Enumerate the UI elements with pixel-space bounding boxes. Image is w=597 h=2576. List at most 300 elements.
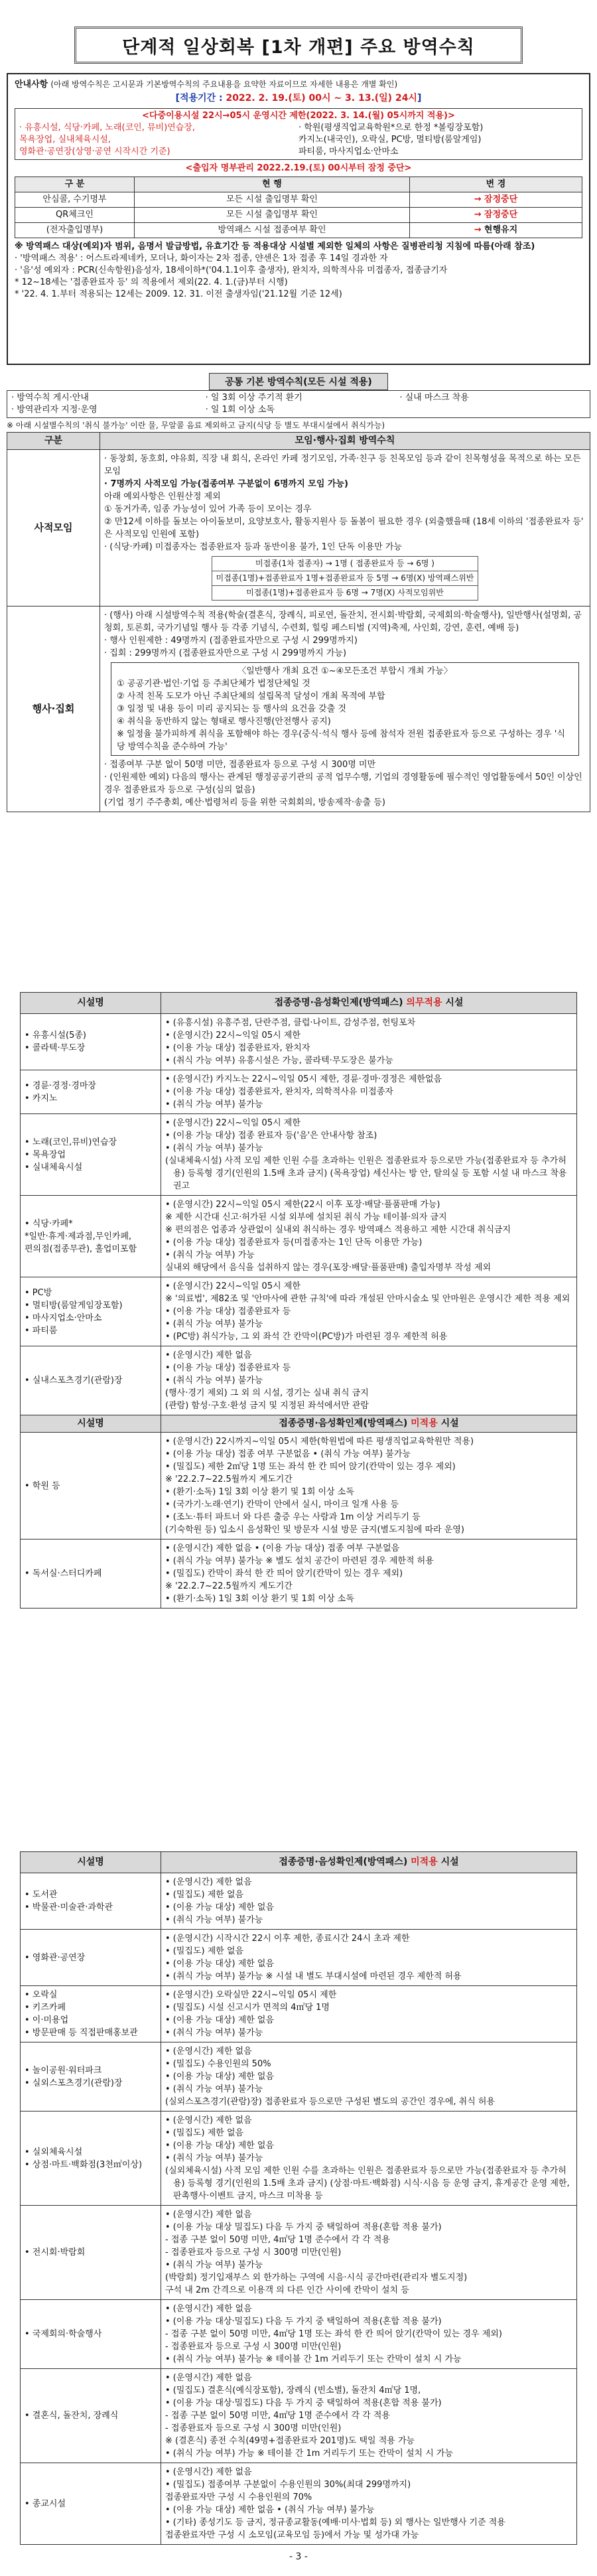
facility-cell [21, 1930, 161, 1986]
notice-bullets [15, 241, 582, 301]
list-item: • (운영시간) 제한 없음 [165, 1350, 252, 1360]
list-item: 접종완료자만 구성 시 수용인원의 70% [165, 2492, 312, 2502]
rules-cell [161, 2369, 577, 2463]
facility-name: • 박물관·미술관·과학관 [25, 1902, 113, 1912]
hours-left-line: 영화관·공연장(상영·공연 시작시간 기준) [19, 147, 170, 157]
common-section [7, 373, 590, 812]
rule-line: 아래 예외사항은 인원산정 제외 [104, 492, 221, 502]
table-row [7, 450, 590, 607]
list-item: - 접종완료자 등으로 구성 시 300명 미만(인원) [165, 2423, 342, 2433]
facility-name: • 마사지업소·안마소 [25, 1313, 102, 1323]
list-item: • (이용 가능 대상) 제한 없음 [165, 1902, 275, 1912]
table-row [21, 1277, 577, 1346]
facility-name: • 경륜·경정·경마장 [25, 1080, 96, 1091]
table-row [21, 2463, 577, 2545]
list-item: • (이용 가능 대상·밀집도) 다음 두 가지 중 택일하여 적용(혼합 적용 불가) [165, 2317, 442, 2326]
event-requirement-box [111, 662, 579, 756]
facility-name: • 오락실 [25, 1990, 58, 2000]
list-item: * '22. 4. 1.부터 적용되는 12세는 2009. 12. 31. 이전 출생자임('21.12월 기준 12세) [15, 289, 342, 299]
list-item: • (밀집도) 제한 없음 [165, 1946, 244, 1956]
common-head: 공통 기본 방역수칙(모든 시설 적용) [209, 373, 388, 390]
list-item: ※ 방역패스 대상(예외)자 범위, 음명서 발급방법, 유효기간 등 적용대상 시설별 제외한 일체의 사항은 질병관리청 지침에 따름(아래 참조) [15, 242, 535, 251]
list-item: ※ 제한 시간대 신고·허가된 시설 외부에 설치된 취식 가능 테이블·의자 금지 [165, 1212, 447, 1222]
facility-cell [21, 2206, 161, 2300]
table-row [21, 1539, 577, 1609]
example-cell: 미접종(1명)+접종완료자 등 6명 → 7명(X) 사적모임위반 [212, 586, 478, 601]
table-row [15, 223, 582, 238]
registry-change: 잠정중단 [484, 194, 518, 204]
header-part: 시설 [445, 997, 464, 1008]
list-item: • (밀집도) 칸막이 좌석 한 칸 띄어 앉기(칸막이 있는 경우 제외) [165, 1569, 403, 1579]
header-part: 의무적용 [406, 997, 442, 1008]
table-row [21, 1415, 577, 1433]
list-item: • (운영시간) 제한 없음 [165, 2046, 252, 2056]
private-gathering-rules [100, 450, 590, 607]
rules-list [165, 1117, 572, 1192]
facility-cell [21, 1114, 161, 1196]
rules-list [165, 2466, 572, 2541]
list-item: • (이용 가능 대상) 접종완료자 등 [165, 1307, 291, 1317]
table-row [21, 1196, 577, 1277]
list-item: • (운영시간) 제한 없음 [165, 2115, 252, 2125]
rules-cell [161, 1986, 577, 2042]
facility-name: • 카지노 [25, 1093, 58, 1104]
rule-line: ④ 취식을 동반하지 않는 형태로 행사진행(안전행사 공지) [117, 717, 331, 727]
facility-name: • 노래(코인,뮤비)연습장 [25, 1137, 117, 1147]
list-item: • (이용 가능 대상) 접종완료자, 완치자, 의학적사유 미접종자 [165, 1087, 393, 1097]
table-row [21, 2042, 577, 2111]
rules-list [165, 1349, 572, 1412]
list-item: · '방역패스 적용' : 어스트라제네카, 모더나, 화이자는 2차 접종, 얀센은 1차 접종 후 14일 경과한 자 [15, 253, 388, 263]
list-item: • (이용 가능 대상) 접종완료자, 완치자 [165, 1043, 310, 1053]
facility-name: • 학원 등 [25, 1480, 60, 1491]
list-item: • (운영시간) 제한 없음 [165, 1877, 252, 1887]
facility-name: • 전시회·박람회 [25, 2248, 86, 2257]
rule-line: ※ 일정율 불가피하게 취식을 포함해야 하는 경우(중식·석식 행사 등에 참석자 전원 접종완료자 등으로 구성하는 경우 '식당 방역수칙을 준수하여 가능' [117, 729, 565, 752]
facility-name: • 국제회의·학술행사 [25, 2329, 102, 2339]
rule-line: · (행사) 아래 시설방역수칙 적용(학술(결혼식, 장례식, 피로연, 돌잔치, 전시회·박람회, 국제회의·학술행사), 일반행사(설명회, 공청회, 토론회, 국가기념일 행사 등 각종 기념식, 수련회, 힐링 페스티벌 (지역)축제, 사인회, 강연, 훈련, 예배 등) [104, 610, 582, 633]
facility-cell [21, 1433, 161, 1539]
common-item: · 실내 마스크 착용 [399, 393, 469, 403]
rule-line: · 집회 : 299명까지 (접종완료자만으로 구성 시 299명까지 가능) [104, 648, 347, 658]
rules-list [165, 1876, 572, 1926]
facility-name: 편의점(접종무관), 홀업미포함 [25, 1244, 137, 1254]
registry-box [15, 163, 582, 238]
gathering-col-header: 구분 [7, 433, 100, 450]
list-item: • (유흥시설) 유흥주점, 단란주점, 클럽·나이트, 감성주점, 헌팅포차 [165, 1018, 416, 1028]
list-item: • (운영시간) 제한 없음 [165, 2210, 252, 2220]
table-row [21, 1433, 577, 1539]
table-row [212, 586, 478, 601]
list-item: • (PC방) 취식가능, 그 외 좌석 간 칸막이(PC방)가 마련된 경우 제한적 허용 [165, 1332, 448, 1342]
facility-name: • 방문판매 등 직접판매홍보관 [25, 2028, 138, 2038]
table-row [21, 1873, 577, 1930]
list-item: • (운영시간) 22시~익일 05시 제한 [165, 1118, 300, 1128]
common-grid [7, 390, 590, 418]
rules-cell [161, 1070, 577, 1114]
facility-name: • 목욕장업 [25, 1149, 66, 1160]
list-item: 구석 내 2m 간격으로 이용객 의 다른 인간 사이에 칸막이 설치 등 [165, 2285, 409, 2295]
facility-name: • PC방 [25, 1287, 52, 1298]
facility-name: • 영화관·공연장 [25, 1952, 86, 1963]
list-item: • (밀집도) 결혼식(예식장포함), 장례식 (빈소별), 돌잔치 4㎡당 1명, [165, 2386, 421, 2396]
header-part: 접종증명·음성확인제(방역패스) [274, 997, 403, 1008]
facility-name: • 상점·마트·백화점(3천㎡이상) [25, 2159, 143, 2170]
list-item: (박람회) 정기입재부스 외 한가하는 구역에 시음·시식 공간마련(관리자 별도지정) [165, 2273, 468, 2283]
list-item: (기숙학원 등) 입소시 음성확인 및 방문자 시설 방문 금지(별도지침에 따라 운영) [165, 1525, 464, 1535]
common-item: · 방역수칙 게시·안내 [11, 393, 89, 403]
hours-box [15, 108, 582, 160]
list-item: • (환기·소독) 1일 3회 이상 환기 및 1회 이상 소독 [165, 1487, 354, 1497]
list-item: ※ (결혼식) 종전 수칙(49명+접종완료자 201명)도 택일 적용 가능 [165, 2436, 415, 2446]
header-part: 접종증명·음성확인제(방역패스) [279, 1418, 408, 1429]
rules-cell [161, 1277, 577, 1346]
rules-cell [161, 2042, 577, 2111]
rules-cell [161, 1114, 577, 1196]
pass-applied-table [20, 992, 577, 1609]
list-item: • (밀집도) 제한 없음 [165, 1890, 244, 1900]
hours-box-left [19, 122, 298, 158]
list-item: • (밀집도) 수용인원의 50% [165, 2059, 271, 2069]
rules-cell [161, 2206, 577, 2300]
registry-cell: 모든 시설 출입명부 확인 [135, 208, 410, 223]
list-item: • (취식 가능 여부) 불가능 [165, 1100, 263, 1109]
facility-cell [21, 2111, 161, 2206]
registry-cell: (전자출입명부) [15, 223, 135, 238]
hours-right-line: 파티룸, 마사지업소·안마소 [298, 147, 399, 157]
list-item: • (이용 가능 대상) 제한 없음 [165, 2141, 275, 2151]
rules-list [165, 1932, 572, 1983]
list-item: (실외체육시설) 사적 모임 제한 인원 수를 초과하는 인원은 접종완료자 등으로만 가능(접종완료자 등 추가허용) 등록형 경기(인원의 1.5배 초과 금지) (상점·마트·백화점) 시식·시음 등 운영 금지, 휴게공간 운영 제한, 판촉행사·이벤트 금지, 마스크 미착용 등 [165, 2166, 570, 2201]
list-item: • (이용 가능 대상) 제한 없음 [165, 2015, 275, 2025]
hours-left-line: 목욕장업, 실내체육시설, [19, 135, 111, 145]
rules-list [165, 2045, 572, 2108]
facility-name: • 결혼식, 돌잔치, 장례식 [25, 2411, 119, 2421]
arrow-icon: → [474, 225, 482, 235]
rules-cell [161, 1433, 577, 1539]
facility-name: • 유흥시설(5종) [25, 1031, 87, 1040]
hours-left-line: · 유흥시설, 식당·카페, 노래(코인, 뮤비)연습장, [19, 123, 195, 133]
facility-cell [21, 1873, 161, 1930]
facility-cell [21, 2463, 161, 2545]
table-col-header: 시설명 [21, 1415, 161, 1433]
list-item: • (취식 가능 여부) 불가능 ※ 테이블 간 1m 거리두기 또는 칸막이 설치 시 가능 [165, 2354, 462, 2364]
gathering-col-header: 모임·행사·집회 방역수칙 [100, 433, 590, 450]
list-item: • (밀집도) 시설 신고시가 면적의 4㎡당 1명 [165, 2003, 330, 2013]
table-col-header [161, 1852, 577, 1873]
table-row [7, 607, 590, 812]
facility-name: *일반·휴게·제과점,무인카페, [25, 1231, 132, 1242]
header-part: 시설 [440, 1418, 459, 1429]
rules-list [165, 1073, 572, 1111]
registry-cell [410, 223, 582, 238]
registry-col-header: 변 경 [410, 177, 582, 192]
list-item: • (운영시간) 제한 없음 [165, 2304, 252, 2314]
facility-cell [21, 1196, 161, 1277]
registry-change: 잠정중단 [484, 210, 518, 220]
rules-list [165, 2114, 572, 2202]
registry-change: 현행유지 [484, 225, 518, 235]
facility-name: • 도서관 [25, 1890, 58, 1900]
registry-cell: 모든 시설 출입명부 확인 [135, 192, 410, 208]
list-item: - 접종 구분 없이 50명 미만, 4㎡당 1명 또는 좌석 한 칸 띄어 앉기(칸막이 있는 경우 제외) [165, 2329, 502, 2339]
facility-cell [21, 2042, 161, 2111]
event-label: 행사·집회 [7, 607, 100, 812]
list-item: • (기타) 종성기도 등 금지, 정규종교활동(예배·미사·법회 등) 외 행사는 일반행사 기준 적용 [165, 2518, 505, 2528]
hours-box-right [298, 122, 578, 158]
list-item: (행사·경기 제외) 그 외 의 시설, 경기는 실내 취식 금지 [165, 1388, 369, 1398]
table-row [21, 1070, 577, 1114]
list-item: • (취식 가능 여부) 불가능 [165, 1376, 263, 1386]
list-item: • (취식 가능 여부) 불가능 [165, 2260, 263, 2270]
notice-heading-note: (아래 방역수칙은 고시문과 기본방역수칙의 주요내용을 요약한 자료이므로 자세한 내용은 개별 확인) [50, 80, 398, 89]
list-item: - 접종 구분 없이 50명 미만, 4㎡당 1명 준수에서 각 각 적용 [165, 2411, 390, 2421]
rule-line: · 접종여부 구분 없이 50명 미만, 접종완료자 등으로 구성 시 300명 미만 [104, 760, 376, 770]
facility-name: • 실외스포츠경기(관람)장 [25, 2078, 123, 2088]
common-col [395, 391, 590, 417]
table-col-header [161, 993, 577, 1014]
list-item: 실내외 해당에서 음식을 섭취하지 않는 경우(포장·배달·플품판매) 출입자명부 작성 제외 [165, 1263, 491, 1273]
list-item: • (이용 가능 대상) 제한 없음 [165, 1959, 275, 1969]
common-note: ※ 아래 시설별수칙의 '취식 불가능' 이란 물, 무알콜 음료 제외하고 금지(식당 등 별도 부대시설에서 취식가능) [7, 421, 385, 430]
example-cell: 미접종(1차 접종자) → 1명 ( 접종완료자 등 → 6명 ) [212, 557, 478, 571]
list-item: • (이용 가능 대상) 접종 완료자 등('음'은 안내사항 참조) [165, 1131, 377, 1141]
facility-name: • 멀티방(룸알게임장포함) [25, 1300, 123, 1311]
table-row [21, 1346, 577, 1415]
facility-cell [21, 1070, 161, 1114]
rules-cell [161, 1930, 577, 1986]
rules-cell [161, 1873, 577, 1930]
list-item: • (운영시간) 카지노는 22시~익일 05시 제한, 경륜·경마·경정은 제한없음 [165, 1074, 442, 1084]
facility-cell [21, 1539, 161, 1609]
list-item: • (취식 가능 여부) 불가능 [165, 2084, 263, 2094]
rules-list [165, 1989, 572, 2039]
table-row [21, 1930, 577, 1986]
list-item: • (운영시간) 22시~익일 05시 제한 [165, 1281, 300, 1291]
facility-name: • 놀이공원·워터파크 [25, 2065, 102, 2076]
registry-table [15, 177, 582, 238]
common-col [7, 391, 202, 417]
list-item: • (환기·소독) 1일 3회 이상 환기 및 1회 이상 소독 [165, 1594, 354, 1604]
table-row [212, 571, 478, 586]
gathering-table [7, 432, 590, 812]
hours-box-head: <다중이용시설 22시→05시 운영시간 제한(2022. 3. 14.(월) 05시까지 적용)> [142, 111, 455, 121]
list-item: (실외스포츠경기(관람)장) 접종완료자 등으로만 구성된 별도의 공간인 경우에, 취식 허용 [165, 2097, 496, 2107]
rules-list [165, 1542, 572, 1605]
facility-cell [21, 1277, 161, 1346]
list-item: ※ '22.2.7~22.5월까지 계도기간 [165, 1474, 293, 1484]
list-item: • (취식 가능 여부) 불가능 [165, 2153, 263, 2163]
table-row [21, 1014, 577, 1070]
list-item: • (밀집도) 제한 없음 [165, 2128, 244, 2138]
facility-name: • 이·미용업 [25, 2015, 69, 2025]
registry-cell: QR체크인 [15, 208, 135, 223]
rule-line: ① 동거가족, 임종 가능성이 있어 가족 등이 모이는 경우 [104, 504, 312, 514]
list-item: • (이용 가능 대상) 제한 없음 • (취식 가능 여부) 불가능 [165, 2505, 375, 2515]
period-line [15, 92, 582, 104]
page-number: - 3 - [289, 2551, 308, 2562]
registry-cell [410, 208, 582, 223]
header-part: 접종증명·음성확인제(방역패스) [279, 1857, 408, 1867]
rules-cell [161, 1014, 577, 1070]
registry-cell: 안심콜, 수기명부 [15, 192, 135, 208]
facility-name: • 콜라텍·무도장 [25, 1043, 86, 1053]
rule-line: ① 공공기관·법인·기업 등 주최단체가 법정단체일 것 [117, 679, 310, 689]
page-title: 단계적 일상회복 [1차 개편] 주요 방역수칙 [74, 27, 523, 64]
list-item: - 접종 구분 없이 50명 미만, 4㎡당 1명 준수에서 각 각 적용 [165, 2235, 390, 2245]
facility-name: • 실외체육시설 [25, 2147, 83, 2157]
rule-line: ③ 일정 및 내용 등이 미리 공지되는 등 행사의 요건을 갖출 것 [117, 704, 346, 714]
list-item: • (운영시간) 오락실만 22시~익일 05시 제한 [165, 1990, 337, 2000]
facility-cell [21, 1986, 161, 2042]
list-item: • (취식 가능 여부) 불가능 [165, 1143, 263, 1153]
table-row [21, 2300, 577, 2369]
list-item: ※ '22.2.7~22.5월까지 계도기간 [165, 1581, 293, 1591]
list-item: (관람) 함성·구호·환성 금지 및 지정된 좌석에서만 관람 [165, 1401, 369, 1411]
pass-applied-section [20, 992, 577, 1609]
table-col-header: 시설명 [21, 993, 161, 1014]
pass-not-applied-table [20, 1851, 577, 2545]
period-label: [적용기간 : [175, 93, 226, 104]
facility-name: • 실내체육시설 [25, 1162, 83, 1173]
hours-right-line: 카지노(내국인), 오락실, PC방, 멀티방(룸알게임) [298, 135, 482, 145]
rule-line: · (인원제한 예외) 다음의 행사는 관계된 행정공공기관의 공적 업무수행, 기업의 경영활동에 필수적인 영업활동에서 50인 이상인 경우 접종완료자 등으로 구성(심의 없음) [104, 772, 582, 795]
list-item: • (취식 가능 여부) 불가능 [165, 2028, 263, 2038]
rules-cell [161, 2300, 577, 2369]
list-item: - 접종완료자 등으로 구성 시 300명 미만(인원) [165, 2342, 342, 2352]
registry-col-header: 구 분 [15, 177, 135, 192]
list-item: • (취식 가능 여부) 가능 ※ 테이블 간 1m 거리두기 또는 칸막이 설치 시 가능 [165, 2449, 453, 2459]
list-item: - 접종완료자 등으로 구성 시 300명 미만(인원) [165, 2248, 342, 2257]
event-rules [100, 607, 590, 812]
list-item: • (운영시간) 제한 없음 • (이용 가능 대상) 접종 여부 구분없음 [165, 1543, 400, 1553]
facility-cell [21, 1346, 161, 1415]
arrow-icon: → [474, 194, 482, 204]
notice-box [7, 73, 590, 365]
hours-right-line: · 학원(평생직업교육학원*으로 한정 *볼링장포함) [298, 123, 484, 133]
list-item: • (이용 가능 대상) 접종완료자 등(미접종자는 1인 단독 이용만 가능) [165, 1238, 423, 1248]
registry-col-header: 현 행 [135, 177, 410, 192]
period-value: 2022. 2. 19.(토) 00시 ~ 3. 13.(일) 24시 [226, 93, 417, 104]
list-item: • (국가기·노래·연기) 칸막이 안에서 실시, 마이크 일개 사용 등 [165, 1500, 399, 1510]
period-close: ] [417, 93, 422, 104]
table-row [212, 557, 478, 571]
list-item: • (취식 가능 여부) 불가능 ※ 별도 설치 공간이 마련된 경우 제한적 허용 [165, 1556, 434, 1566]
list-item: • (취식 가능 여부) 유흥시설은 가능, 콜라텍·무도장은 불가능 [165, 1056, 393, 1066]
list-item: • (운영시간) 22시까지~익일 05시 제한(학원법에 따른 평생직업교육학원만 적용) [165, 1437, 474, 1447]
list-item: • (취식 가능 여부) 불가능 [165, 1319, 263, 1329]
facility-cell [21, 2369, 161, 2463]
rule-line: · (식당·카페) 미접종자는 접종완료자 등과 동반이용 불가, 1인 단독 이용만 가능 [104, 542, 402, 552]
table-col-header: 시설명 [21, 1852, 161, 1873]
list-item: • (취식 가능 여부) 불가능 [165, 1915, 263, 1925]
rules-cell [161, 1539, 577, 1609]
list-item: • (이용 가능 대상) 접종 여부 구분없음 • (취식 가능 여부) 불가능 [165, 1449, 411, 1459]
facility-name: • 종교시설 [25, 2498, 66, 2509]
list-item: (실내체육시설) 사적 모임 제한 인원 수를 초과하는 인원은 접종완료자 등으로만 가능(접종완료자 등 추가허용) 등록형 경기(인원의 1.5배 초과 금지) (목욕장업) 세신사는 방 안, 탈의실 등 포함 시설 내 마스크 착용 권고 [165, 1156, 567, 1191]
rule-line: ② 만12세 이하를 돌보는 아이돌보미, 요양보호사, 활동지원사 등 돌봄이 필요한 경우 (외출했을때 (18세 이하의 '접종완료자 등' 은 사적모임 인원에 포함) [104, 517, 584, 539]
table-row [21, 2206, 577, 2300]
list-item: • (조노·튜터 파트너 와 다른 출증 우는 사람과 1m 이상 거리두기 등 [165, 1512, 421, 1522]
table-row [21, 2111, 577, 2206]
list-item: • (밀집도) 접종여부 구분없이 수용인원의 30%(최대 299명까지) [165, 2480, 411, 2490]
list-item: • (운영시간) 시작시간 22시 이후 제한, 종료시간 24시 초과 제한 [165, 1934, 410, 1944]
rule-line: · 7명까지 사적모임 가능(접종여부 구분없이 6명까지 모임 가능) [104, 479, 348, 489]
private-gathering-label: 사적모임 [7, 450, 100, 607]
list-item: ※ '의료법', 제82조 및 '안마사에 관한 규칙'에 따라 개설된 안마시술소 및 안마원은 운영시간 제한 적용 제외 [165, 1294, 570, 1304]
pass-not-applied-section [20, 1851, 577, 2545]
registry-cell: 방역패스 시설 접종여부 확인 [135, 223, 410, 238]
facility-cell [21, 1014, 161, 1070]
rule-line: · 행사 인원제한 : 49명까지 (접종완료자만으로 구성 시 299명까지) [104, 636, 358, 646]
notice-heading: 안내사항 [15, 80, 48, 90]
list-item: • (취식 가능 여부) 불가능 ※ 시설 내 별도 부대시설에 마련된 경우 제한적 허용 [165, 1971, 462, 1981]
rules-cell [161, 2463, 577, 2545]
registry-head: <출입자 명부관리 2022.2.19.(토) 00시부터 잠정 중단> [185, 163, 412, 173]
rules-list [165, 1198, 572, 1274]
rules-list [165, 1435, 572, 1536]
list-item: • (이용 가능 대상) 제한 없음 [165, 2072, 275, 2082]
rules-list [165, 2208, 572, 2297]
facility-name: • 키즈카페 [25, 2003, 66, 2013]
rules-list [165, 1280, 572, 1343]
list-item: • (취식 가능 여부) 가능 [165, 1250, 255, 1260]
list-item: * 12~18세는 '접종완료자 등' 의 적용에서 제외(22. 4. 1.(금)부터 시행) [15, 277, 288, 287]
list-item: ※ 편의점은 업종과 상관없이 실내외 취식하는 경우 방역패스 적용하고 제한 시간대 취식금지 [165, 1225, 511, 1235]
table-col-header [161, 1415, 577, 1433]
list-item: • (이용 가능 대상 밀집도) 다음 두 가지 중 택일하여 적용(혼합 적용 불가) [165, 2222, 442, 2232]
list-item: 접종완료자만 구성 시 소모임(교육모임 등)에서 가능 및 성가대 가능 [165, 2530, 419, 2540]
rules-cell [161, 1196, 577, 1277]
registry-cell [410, 192, 582, 208]
facility-name: • 파티룸 [25, 1325, 58, 1336]
rule-line: 〈일반행사 개최 요건 ①~④모든조건 부합시 개최 가능〉 [237, 666, 452, 676]
facility-cell [21, 2300, 161, 2369]
header-part: 미적용 [411, 1418, 438, 1429]
facility-name: • 실내스포츠경기(관람)장 [25, 1376, 123, 1386]
rules-cell [161, 2111, 577, 2206]
notice-heading-line [15, 78, 582, 91]
list-item: • (이용 가능 대상·밀집도) 다음 두 가지 중 택일하여 적용(혼합 적용 불가) [165, 2398, 442, 2408]
rules-list [165, 2303, 572, 2366]
header-part: 미적용 [411, 1857, 438, 1867]
common-item: · 방역관리자 지정·운영 [11, 405, 98, 415]
common-item: · 일 3회 이상 주기적 환기 [205, 393, 302, 403]
table-row [21, 2369, 577, 2463]
table-row [21, 1986, 577, 2042]
rule-line: · 동창회, 동호회, 야유회, 직장 내 회식, 온라인 카페 정기모임, 가족·친구 등 친목모임 등과 같이 친목형성을 목적으로 하는 모든 모임 [104, 454, 581, 476]
rules-list [165, 1017, 572, 1067]
common-col [202, 391, 396, 417]
rules-cell [161, 1346, 577, 1415]
rules-list [165, 2372, 572, 2460]
example-cell: 미접종(1명)+접종완료자 1명+접종완료자 등 5명 → 6명(X) 방역패스위반 [212, 571, 478, 586]
table-row [21, 1114, 577, 1196]
facility-name: • 식당·카페* [25, 1218, 73, 1229]
arrow-icon: → [474, 210, 482, 220]
list-item: · '음'성 예외자 : PCR(신속항원)음성자, 18세이하*('04.1.1이후 출생자), 완치자, 의학적사유 미접종자, 접종금기자 [15, 265, 448, 275]
table-row [15, 192, 582, 208]
list-item: • (운영시간) 22시~익일 05시 제한 [165, 1031, 300, 1040]
facility-name: • 독서실·스터디카페 [25, 1569, 102, 1579]
header-part: 시설 [440, 1857, 459, 1867]
list-item: • (운영시간) 제한 없음 [165, 2467, 252, 2477]
table-row [15, 208, 582, 223]
list-item: • (밀집도) 제한 2㎡당 1명 또는 좌석 한 칸 띄어 앉기(칸막이 있는 경우 제외) [165, 1462, 456, 1472]
list-item: • (운영시간) 22시~익일 05시 제한(22시 이후 포장·배달·플품판매 가능) [165, 1200, 440, 1210]
common-item: · 일 1회 이상 소독 [205, 405, 275, 415]
private-example-table [212, 556, 479, 601]
